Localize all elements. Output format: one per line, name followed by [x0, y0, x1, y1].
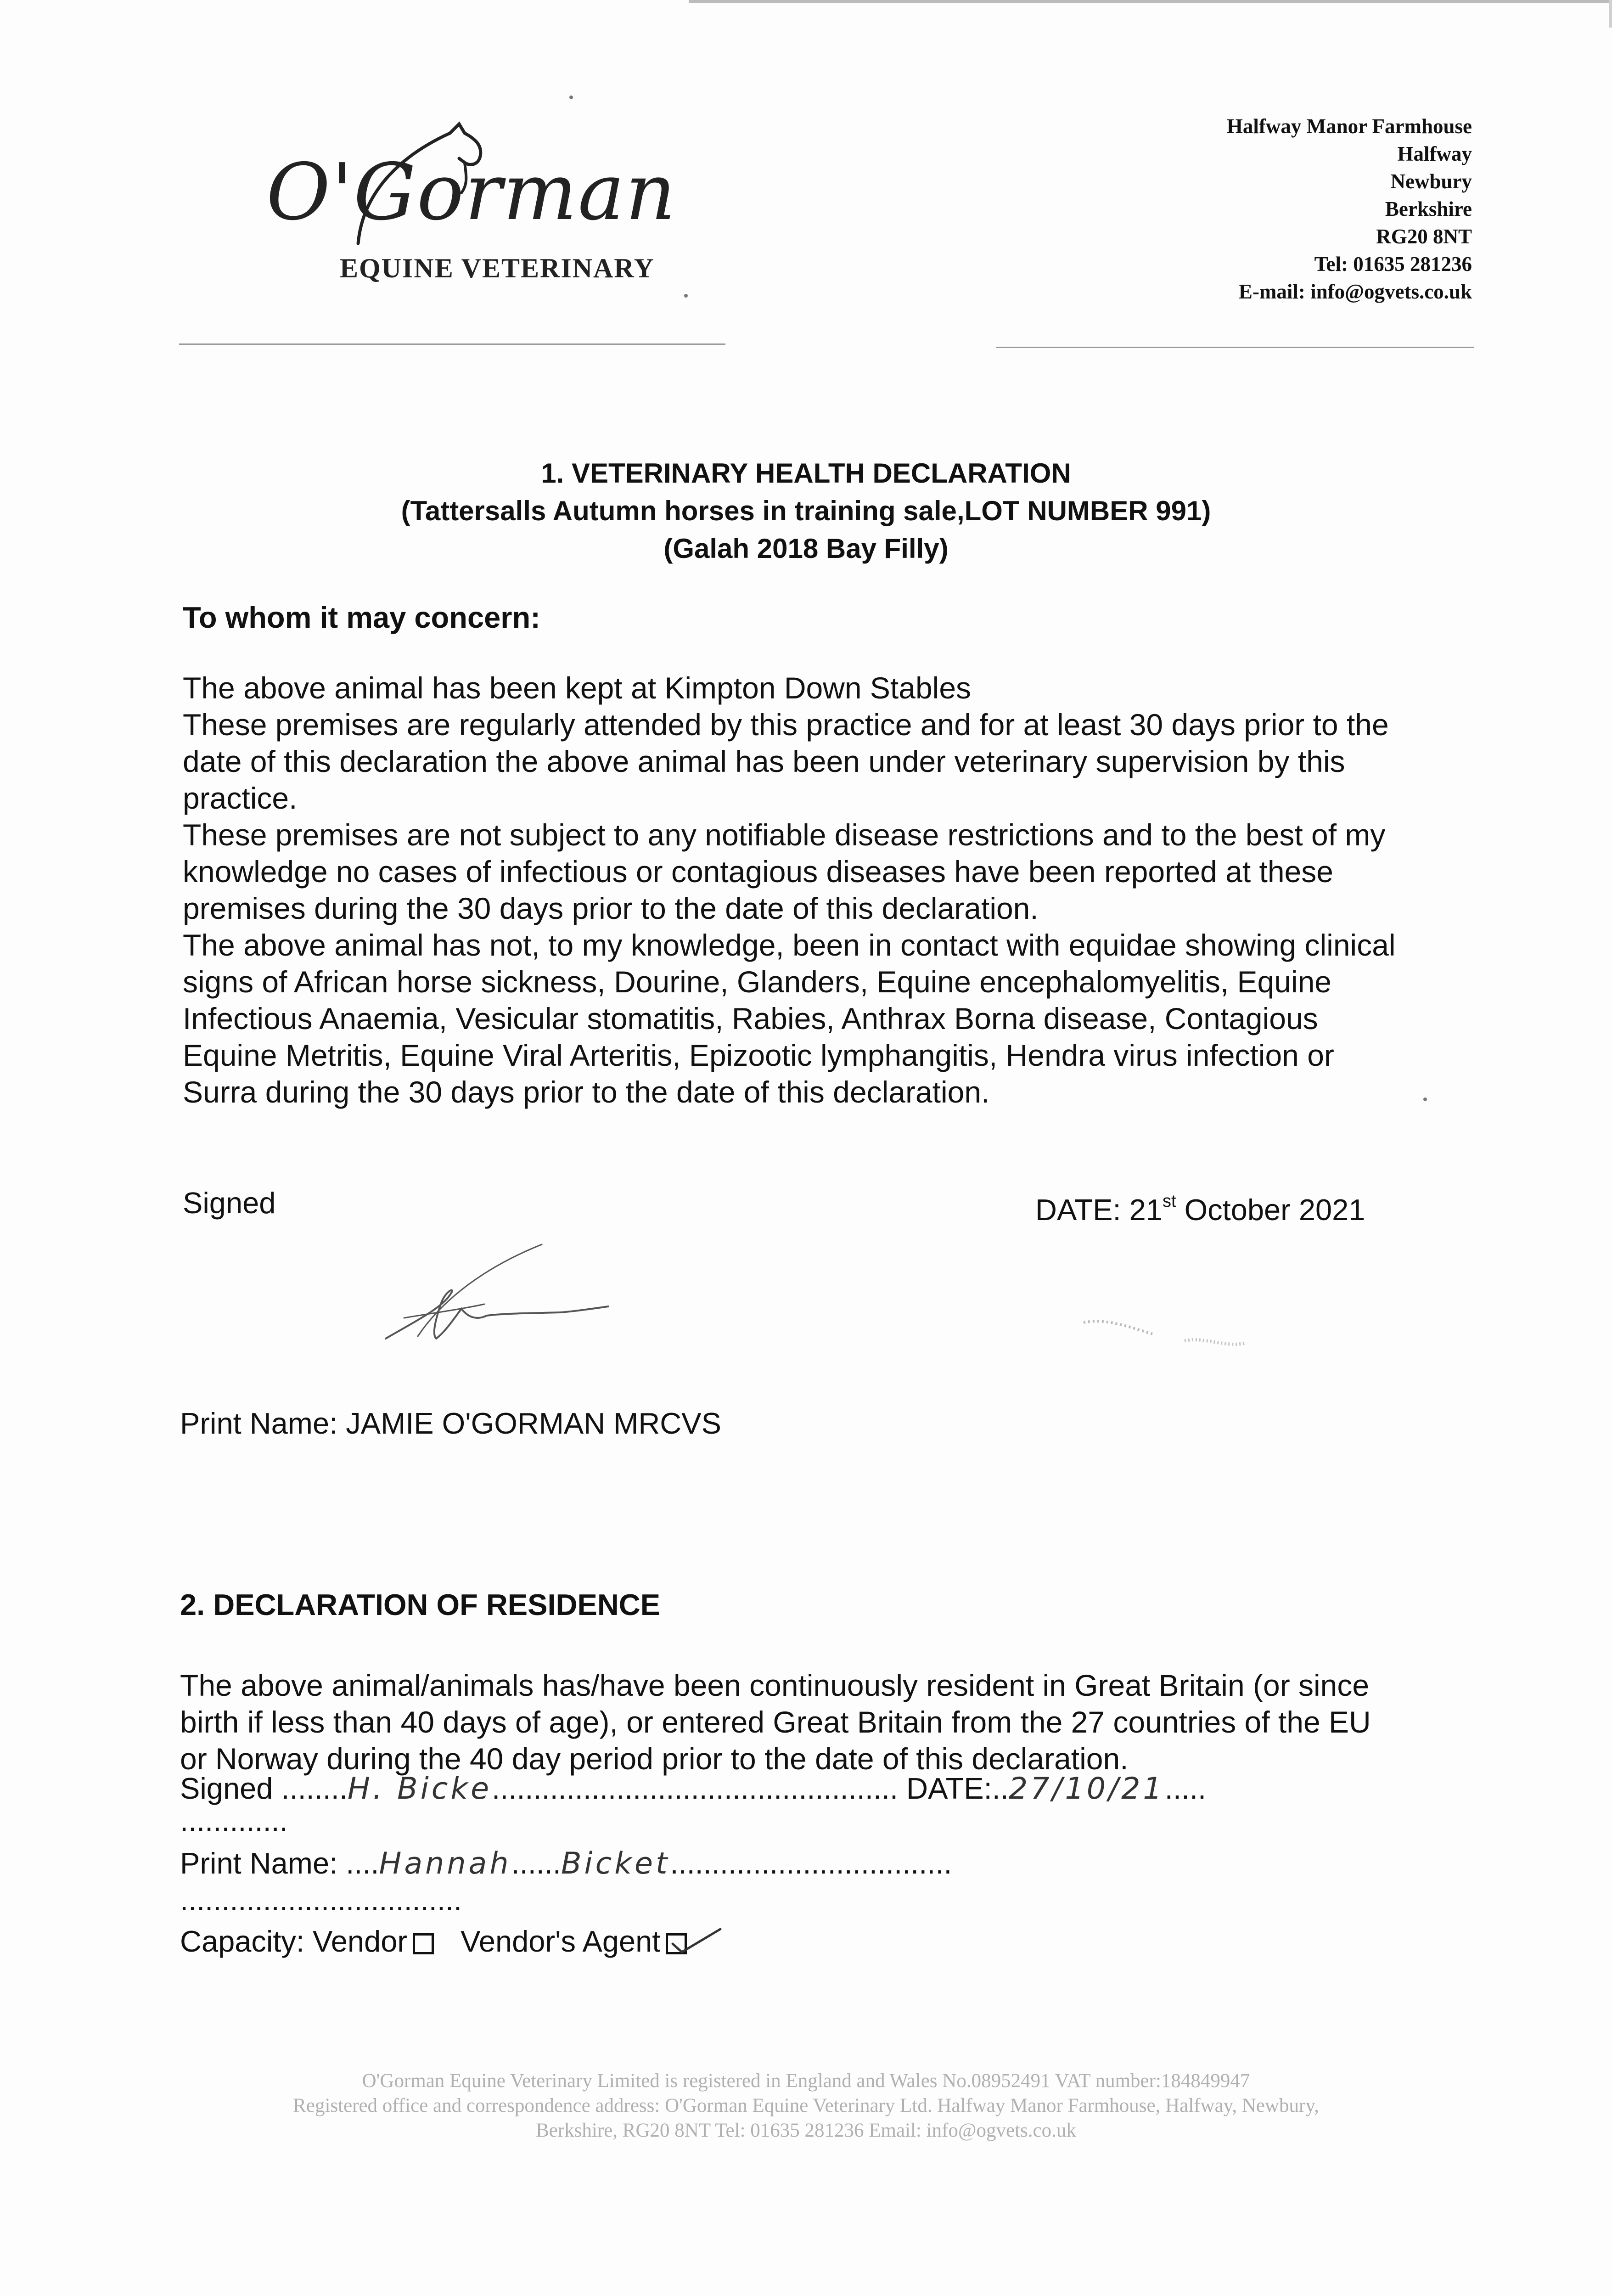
print-dots: .................................. — [670, 1846, 952, 1880]
residence-signature: H. Bicke — [347, 1772, 492, 1806]
declaration-date — [1035, 1192, 1365, 1228]
logo-subtitle: EQUINE VETERINARY — [340, 253, 655, 283]
body-line: Equine Metritis, Equine Viral Arteritis, Epizootic lymphangitis, Hendra virus infection or — [183, 1038, 1334, 1072]
body-line: Surra during the 30 days prior to the date of this declaration. — [183, 1075, 990, 1109]
practice-address — [1227, 113, 1472, 305]
date-suffix: st — [1162, 1192, 1176, 1211]
vet-signature — [376, 1240, 615, 1368]
salutation: To whom it may concern: — [183, 601, 540, 634]
section1-subtitle-horse: (Galah 2018 Bay Filly) — [663, 533, 949, 564]
body-line: These premises are regularly attended by this practice and for at least 30 days prior to the — [183, 708, 1389, 742]
signed-label: Signed — [183, 1186, 276, 1220]
scan-edge — [689, 0, 1612, 3]
dotted-line: .................................. — [180, 1883, 462, 1917]
print-mid-dots: ...... — [511, 1846, 561, 1880]
section1-subtitle-sale: (Tattersalls Autumn horses in training sale,LOT NUMBER 991) — [401, 495, 1211, 526]
section2-title: 2. DECLARATION OF RESIDENCE — [180, 1588, 661, 1621]
residence-signed-row — [180, 1770, 1206, 1807]
scan-speck — [684, 294, 688, 298]
address-line: RG20 8NT — [1376, 225, 1472, 248]
ink-smudge — [1079, 1309, 1253, 1359]
body-line: These premises are not subject to any notifiable disease restrictions and to the best of my — [183, 818, 1386, 852]
body-line: signs of African horse sickness, Dourine, Glanders, Equine encephalomyelitis, Equine — [183, 965, 1332, 999]
residence-print-last: Bicket — [561, 1846, 670, 1881]
scan-speck — [569, 96, 573, 99]
company-footer — [0, 2069, 1612, 2143]
capacity-label: Capacity: Vendor — [180, 1925, 408, 1958]
footer-line: Berkshire, RG20 8NT Tel: 01635 281236 Email: info@ogvets.co.uk — [536, 2120, 1076, 2141]
address-email: E-mail: info@ogvets.co.uk — [1238, 280, 1472, 303]
section1-body — [183, 670, 1396, 1110]
header-rule-right — [996, 347, 1474, 348]
section1-heading — [0, 455, 1612, 568]
logo-wordmark: O'Gorman — [266, 147, 677, 238]
footer-line: Registered office and correspondence address: O'Gorman Equine Veterinary Ltd. Halfway Manor Farmhouse, Halfway, Newbury, — [293, 2095, 1319, 2116]
body-line: premises during the 30 days prior to the date of this declaration. — [183, 891, 1039, 925]
address-line: Halfway — [1397, 142, 1472, 165]
body-line: practice. — [183, 781, 298, 815]
body-line: knowledge no cases of infectious or contagious diseases have been reported at these — [183, 855, 1333, 889]
residence-date: 27/10/21 — [1008, 1772, 1165, 1806]
body-line: birth if less than 40 days of age), or entered Great Britain from the 27 countries of the EU — [180, 1705, 1371, 1739]
scan-edge-right — [1609, 0, 1612, 28]
date-label: DATE: 21 — [1035, 1193, 1163, 1227]
body-line: The above animal has not, to my knowledge, been in contact with equidae showing clinical — [183, 928, 1396, 962]
residence-print-row — [180, 1845, 952, 1882]
address-line: Halfway Manor Farmhouse — [1226, 115, 1472, 138]
section1-title: 1. VETERINARY HEALTH DECLARATION — [541, 458, 1071, 489]
scan-speck — [1423, 1097, 1427, 1101]
capacity-row — [180, 1923, 687, 1960]
residence-print-label: Print Name: .... — [180, 1846, 379, 1880]
checkmark-icon — [670, 1925, 725, 1958]
vendor-agent-checkbox[interactable] — [666, 1933, 687, 1954]
address-line: Berkshire — [1385, 197, 1472, 220]
date-dots: ..... — [1164, 1772, 1207, 1805]
section2-body — [180, 1667, 1371, 1777]
body-line: Infectious Anaemia, Vesicular stomatitis, Rabies, Anthrax Borna disease, Contagious — [183, 1002, 1318, 1035]
vendor-checkbox[interactable] — [413, 1933, 434, 1954]
company-logo — [248, 115, 753, 298]
footer-line: O'Gorman Equine Veterinary Limited is registered in England and Wales No.08952491 VAT number:184849947 — [362, 2070, 1250, 2092]
header-rule-left — [179, 343, 725, 345]
body-line: The above animal/animals has/have been continuously resident in Great Britain (or since — [180, 1668, 1370, 1702]
address-phone: Tel: 01635 281236 — [1314, 253, 1472, 276]
address-line: Newbury — [1390, 170, 1472, 193]
signed-dots: ................................................. DATE:.. — [492, 1772, 1009, 1805]
date-rest: October 2021 — [1176, 1193, 1365, 1227]
body-line: The above animal has been kept at Kimpton Down Stables — [183, 671, 972, 705]
residence-print-first: Hannah — [379, 1846, 511, 1881]
residence-signed-label: Signed ........ — [180, 1772, 348, 1805]
body-line: date of this declaration the above animal has been under veterinary supervision by this — [183, 744, 1345, 778]
vendor-agent-label: Vendor's Agent — [461, 1925, 661, 1958]
vet-print-name: Print Name: JAMIE O'GORMAN MRCVS — [180, 1407, 721, 1440]
body-line: or Norway during the 40 day period prior to the date of this declaration. — [180, 1742, 1129, 1776]
dotted-line: ............. — [180, 1804, 288, 1837]
